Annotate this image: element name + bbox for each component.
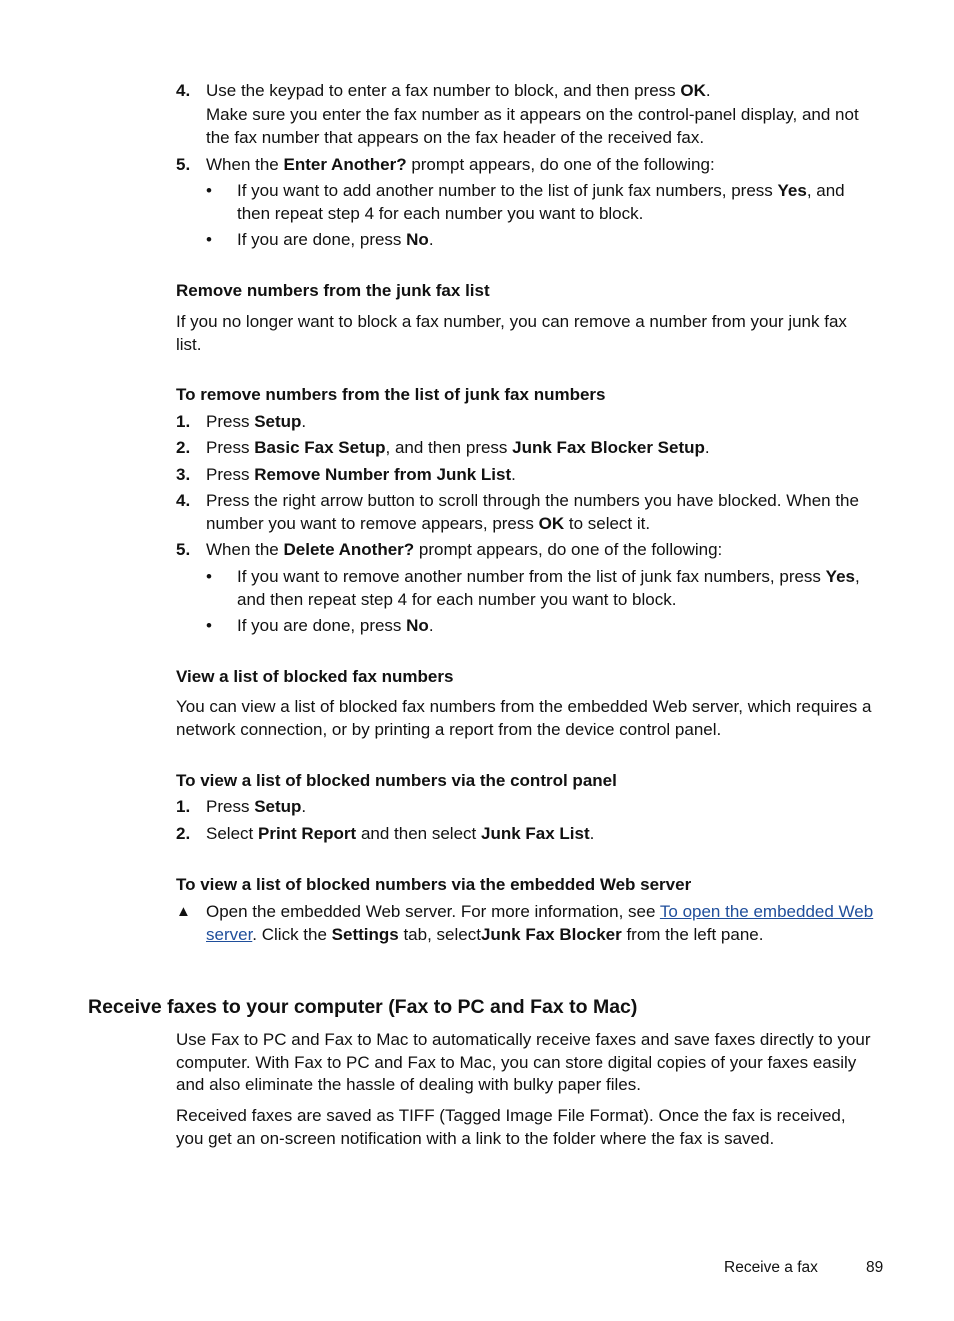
bullet-item: If you want to remove another number from the list of junk fax numbers, press Yes, and then repeat step 4 for each number you want to block. xyxy=(237,567,860,609)
step-number: 3. xyxy=(176,465,191,484)
footer-section-name: Receive a fax xyxy=(724,1259,818,1276)
bullet-marker: • xyxy=(206,230,212,249)
paragraph: Received faxes are saved as TIFF (Tagged Image File Format). Once the fax is received, you get an on-screen notification with a link to the folder where the fax is saved. xyxy=(176,1106,846,1148)
triangle-bullet-icon: ▲ xyxy=(176,903,191,920)
bullet-marker: • xyxy=(206,181,212,200)
step-4-text: Use the keypad to enter a fax number to block, and then press OK. xyxy=(206,81,711,100)
step-text: Open the embedded Web server. For more information, see To open the embedded Web server. Click the Settings tab, selectJunk Fax Blocker from the left pane. xyxy=(206,902,874,944)
step-4-note: Make sure you enter the fax number as it appears on the control-panel display, and not the fax number that appears on the fax header of the received fax. xyxy=(206,105,859,147)
bullet-item: If you want to add another number to the list of junk fax numbers, press Yes, and then repeat step 4 for each number you want to block. xyxy=(237,181,845,223)
paragraph: Use Fax to PC and Fax to Mac to automatically receive faxes and save faxes directly to your computer. With Fax to PC and Fax to Mac, you can store digital copies of your faxes easily and also eliminate the hassle of dealing with bulky paper files. xyxy=(176,1030,871,1094)
bullet-item: If you are done, press No. xyxy=(237,616,434,635)
step-text: Press the right arrow button to scroll through the numbers you have blocked. When the number you want to remove appears, press OK to select it. xyxy=(206,491,859,533)
step-text: Press Setup. xyxy=(206,797,307,816)
step-number: 5. xyxy=(176,540,191,559)
step-number: 2. xyxy=(176,824,191,843)
step-number: 4. xyxy=(176,81,191,100)
step-number: 2. xyxy=(176,438,191,457)
step-number: 1. xyxy=(176,797,191,816)
step-text: When the Delete Another? prompt appears, do one of the following: xyxy=(206,540,723,559)
step-number: 5. xyxy=(176,155,191,174)
paragraph: If you no longer want to block a fax number, you can remove a number from your junk fax list. xyxy=(176,312,847,354)
section-title: Receive faxes to your computer (Fax to PC and Fax to Mac) xyxy=(88,996,638,1018)
procedure-heading: To remove numbers from the list of junk fax numbers xyxy=(176,385,606,404)
step-5-text: When the Enter Another? prompt appears, do one of the following: xyxy=(206,155,715,174)
page-number: 89 xyxy=(866,1259,884,1276)
bullet-marker: • xyxy=(206,616,212,635)
section-heading: Remove numbers from the junk fax list xyxy=(176,281,490,300)
procedure-heading: To view a list of blocked numbers via the control panel xyxy=(176,771,617,790)
procedure-heading: To view a list of blocked numbers via the embedded Web server xyxy=(176,875,692,894)
step-text: Press Setup. xyxy=(206,412,307,431)
step-number: 4. xyxy=(176,491,191,510)
step-text: Select Print Report and then select Junk Fax List. xyxy=(206,824,595,843)
embedded-web-server-link[interactable]: To open the embedded Web server xyxy=(206,902,874,944)
bullet-item: If you are done, press No. xyxy=(237,230,434,249)
paragraph: You can view a list of blocked fax numbers from the embedded Web server, which requires a network connection, or by printing a report from the device control panel. xyxy=(176,697,872,739)
step-number: 1. xyxy=(176,412,191,431)
section-heading: View a list of blocked fax numbers xyxy=(176,667,454,686)
bullet-marker: • xyxy=(206,567,212,586)
step-text: Press Basic Fax Setup, and then press Junk Fax Blocker Setup. xyxy=(206,438,710,457)
step-text: Press Remove Number from Junk List. xyxy=(206,465,516,484)
